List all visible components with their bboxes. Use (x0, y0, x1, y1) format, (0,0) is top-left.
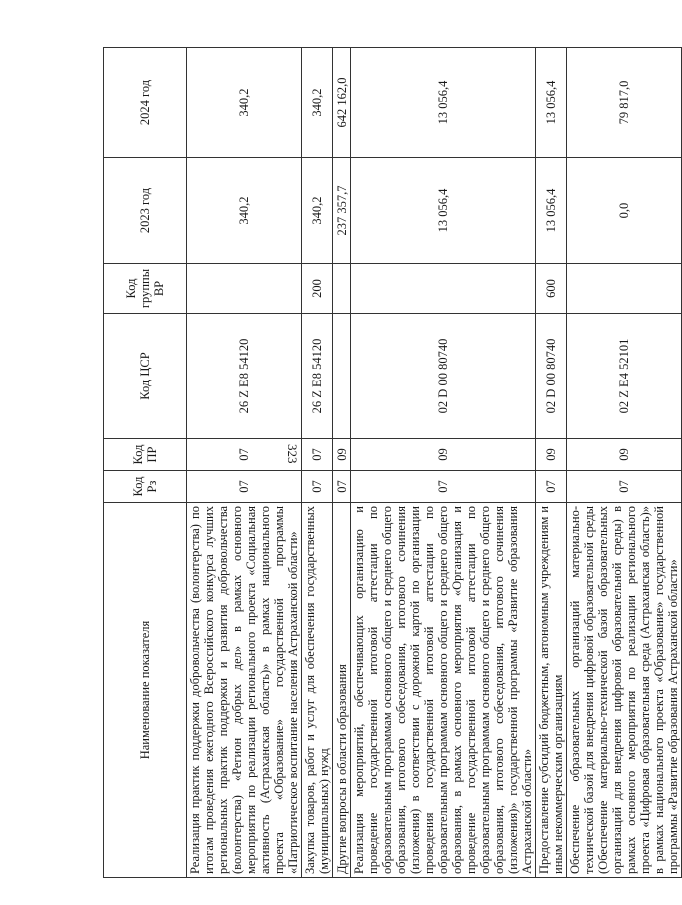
row-pr: 09 (536, 439, 567, 471)
header-csr: Код ЦСР (104, 314, 187, 439)
row-2024: 13 056,4 (536, 48, 567, 158)
row-vr: 600 (536, 264, 567, 314)
table-row (351, 48, 536, 878)
header-2024: 2024 год (104, 48, 187, 158)
budget-table (103, 47, 682, 878)
header-row (104, 48, 187, 878)
row-vr (333, 264, 351, 314)
row-rz: 07 (187, 471, 302, 503)
row-name: Предоставление субсидий бюджетным, автономным учреждениям и иным некоммерческим организациям (536, 503, 567, 878)
row-csr: 02 D 00 80740 (536, 314, 567, 439)
row-csr: 26 Z E8 54120 (187, 314, 302, 439)
row-name: Реализация мероприятий, обеспечивающих организацию и проведение государственной итоговой аттестации по образовательным программам основного общего и среднего общего образования, итогового собеседования, итогового сочинения (изложения) в соответствии с дорожной картой по организации проведения государственной итоговой аттестации по образовательным программам основного общего и среднего общего образования, в рамках основного мероприятия «Организация и проведение государственной итоговой аттестации по образовательным программам основного общего и среднего общего образования, итогового собеседования, итогового сочинения (изложения)» государственной программы «Развитие образования Астраханской области» (351, 503, 536, 878)
row-2023: 340,2 (187, 158, 302, 264)
row-name: Обеспечение образовательных организаций материально-технической базой для внедрения цифровой образовательной среды (Обеспечение материально-технической базой образовательных организаций для внедрения цифровой образовательной среды) в рамках основного мероприятия по реализации регионального проекта «Цифровая образовательная среда (Астраханская область)» в рамках национального проекта «Образование» государственной программы «Развитие образования Астраханской области» (567, 503, 682, 878)
header-2023: 2023 год (104, 158, 187, 264)
row-vr (187, 264, 302, 314)
row-rz: 07 (536, 471, 567, 503)
row-name: Другие вопросы в области образования (333, 503, 351, 878)
row-2023: 340,2 (302, 158, 333, 264)
row-csr (333, 314, 351, 439)
row-rz: 07 (351, 471, 536, 503)
row-2024: 340,2 (187, 48, 302, 158)
row-rz: 07 (567, 471, 682, 503)
table-row (302, 48, 333, 878)
rotated-table-region (103, 48, 680, 878)
row-2024: 13 056,4 (351, 48, 536, 158)
row-vr (351, 264, 536, 314)
page-number: 323 (285, 444, 300, 464)
table-row (333, 48, 351, 878)
row-2024: 340,2 (302, 48, 333, 158)
row-pr: 09 (351, 439, 536, 471)
row-rz: 07 (302, 471, 333, 503)
table-row (187, 48, 302, 878)
row-csr: 26 Z E8 54120 (302, 314, 333, 439)
header-rz: Код Рз (104, 471, 187, 503)
row-name: Реализация практик поддержки добровольчества (волонтерства) по итогам проведения ежегодного Всероссийского конкурса лучших региональных практик поддержки и развития добровольчества (волонтерства) «Регион добрых дел» в рамках основного мероприятия по реализации регионального проекта «Социальная активность (Астраханская область)» в рамках национального проекта «Образование» государственной программы «Патриотическое воспитание населения Астраханской области» (187, 503, 302, 878)
row-2023: 13 056,4 (536, 158, 567, 264)
table-row (567, 48, 682, 878)
row-2023: 0,0 (567, 158, 682, 264)
row-pr: 09 (333, 439, 351, 471)
row-vr (567, 264, 682, 314)
row-2023: 237 357,7 (333, 158, 351, 264)
row-2023: 13 056,4 (351, 158, 536, 264)
row-pr: 07 (302, 439, 333, 471)
row-name: Закупка товаров, работ и услуг для обеспечения государственных (муниципальных) нужд (302, 503, 333, 878)
row-csr: 02 Z E4 52101 (567, 314, 682, 439)
row-pr: 07 (187, 439, 302, 471)
row-rz: 07 (333, 471, 351, 503)
header-name: Наименование показателя (104, 503, 187, 878)
header-pr: Код ПР (104, 439, 187, 471)
row-csr: 02 D 00 80740 (351, 314, 536, 439)
row-pr: 09 (567, 439, 682, 471)
row-2024: 79 817,0 (567, 48, 682, 158)
header-vr: Код группы ВР (104, 264, 187, 314)
table-row (536, 48, 567, 878)
row-vr: 200 (302, 264, 333, 314)
row-2024: 642 162,0 (333, 48, 351, 158)
